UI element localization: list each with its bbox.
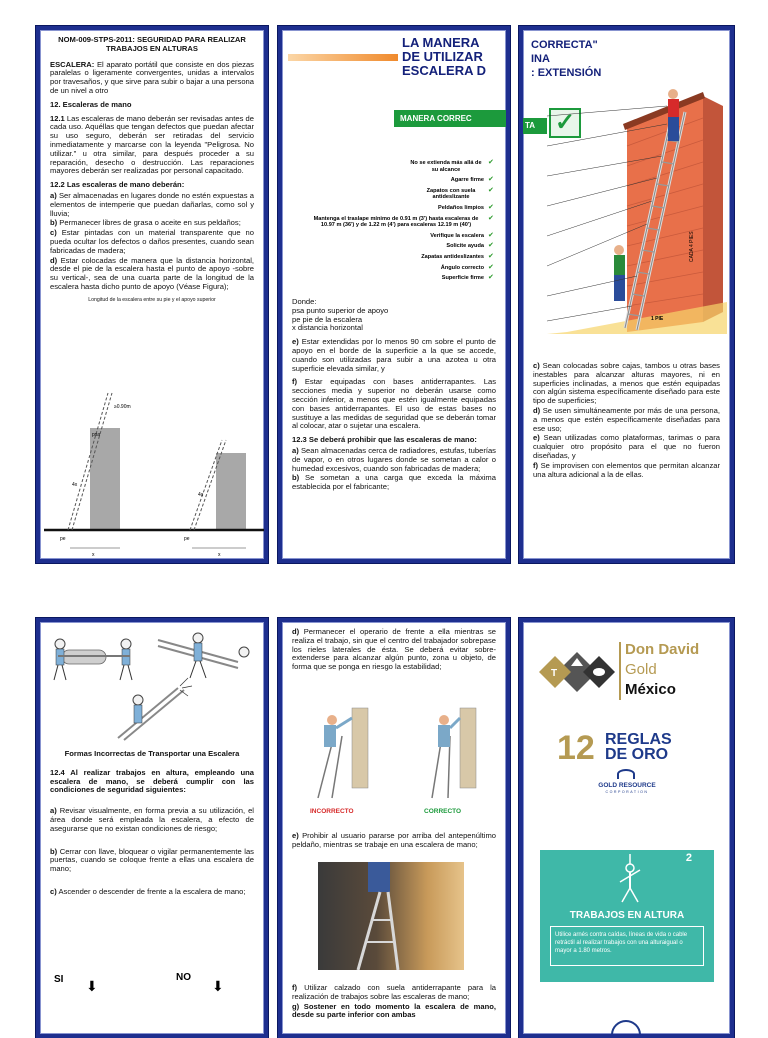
item-c [50,888,254,897]
fig-label-1-pie: 1 PIE [651,316,664,322]
svg-text:T: T [551,668,558,679]
section-12-3-heading: 12.3 Se deberá prohibir que las escaleras de mano: [292,435,477,445]
item-label: e) [292,831,299,840]
item-d [533,407,720,433]
item-b [50,219,254,228]
item-b [292,474,496,492]
item-text: Estar equipadas con bases antiderrapantes. Las secciones media y superior no deberán usarse como sección inferior, a menos que estén igualmente equipadas con bases antiderrapantes. El uso de estas bases no sustituye a las medidas de seguridad que se deberán tomar al colocar, atar o sujetar una escalera. [292,377,496,431]
legend-x: x distancia horizontal [292,323,363,333]
item-text: Estar extendidas por lo menos 90 cm sobre el punto de apoyo en el borde de la superficie a la que se accede, cuando son utilizadas para subir a una azotea u otra superficie elevada similar, y [292,337,496,373]
rule-card-text-box [550,926,704,966]
item-text: Revisar visualmente, en forma previa a su utilización, el área donde será empleada la escalera, a efecto de asegurarse que no existan condiciones de riesgo; [50,806,254,833]
item-label: f) [533,460,539,470]
incorrect-carrying-illustration [48,628,256,742]
panel-nom-009 [36,26,268,563]
fig-label-pe-right: pe [184,536,190,542]
donde-label: Donde: [292,297,317,306]
gold-resource-name: GOLD RESOURCE [598,782,656,789]
checklist-text: Ángulo correcto [440,264,484,271]
checklist-item [292,160,498,173]
item-label: f) [292,377,298,387]
gold-resource-icon [617,769,635,779]
brand-line-1: Don David [625,641,700,658]
legend-psa: psa punto superior de apoyo [292,305,389,315]
correct-banner: TA [523,118,547,134]
check-icon: ✔ [488,242,494,250]
item-label: c) [50,228,57,238]
panel-brand-cover [519,618,734,1038]
item-e [292,832,496,850]
fig-label-pe: pe [60,536,66,542]
panel-manera-correcta [278,26,510,563]
reglas-text: REGLAS [605,731,672,748]
item-text: Se sometan a una carga que exceda la máxima establecida por el fabricante; [292,473,496,492]
gold-resource-sub: CORPORATION [605,790,649,794]
item-g [292,1003,496,1021]
item-e [533,434,720,460]
checklist-item [292,233,498,240]
item-text: Sean utilizadas como plataformas, tarimas o para cualquier otro propósito para el que no fueron diseñadas, y [533,433,720,460]
ladder-distance-figure [44,388,264,560]
item-label: c) [50,886,57,896]
item-label: d) [50,255,58,265]
twelve-number: 12 [557,729,595,767]
panel-escalera-extension [519,26,734,563]
check-icon: ✔ [488,231,494,239]
check-icon: ✔ [488,274,494,282]
item-text: Estar pintadas con un material transparente que no pueda ocultar los defectos o daños presentes, cuando sean fabricadas de madera; [50,228,254,255]
brand-line-3: México [625,681,676,698]
checklist-text: No se extienda más allá de su alcance [410,160,482,173]
checkmark-icon: ✓ [549,108,581,138]
escalera-definition [50,61,254,96]
item-label: a) [50,190,57,200]
correct-label: CORRECTO [424,808,462,815]
fig-label-x-right: x [218,552,221,558]
item-text: Permanecer libres de grasa o aceite en sus peldaños; [59,218,241,228]
item-text: Utilizar calzado con suela antiderrapante para la realización de trabajos sobre las escaleras de mano; [292,983,496,1001]
incorrect-label: INCORRECTO [310,808,354,815]
fig-label-090: ≥0.90m [114,404,131,410]
rule-card-text: Utilice arnés contra caídas, líneas de vida o cable retráctil al realizar trabajos con una alturaigual o mayor a 1.80 metros. [555,932,688,954]
item-label: b) [50,846,58,856]
checklist-item [292,177,498,184]
item-label: e) [533,433,540,443]
item-c [50,229,254,255]
item-label: f) [292,983,298,992]
rule-card [540,850,714,982]
section-12-2-heading: 12.2 Las escaleras de mano deberán: [50,180,185,190]
item-text: Se usen simultáneamente por más de una persona, a menos que estén específicamente diseñadas para ese uso; [533,405,720,433]
item-text: Ser almacenadas en lugares donde no estén expuestas a elementos de intemperie que puedan dañarlas, como sol y lluvia; [50,190,254,218]
item-label: e) [292,337,299,347]
section-12-heading: 12. Escaleras de mano [50,99,132,109]
checklist-text: Mantenga el traslape mínimo de 0.91 m (3') hasta escaleras de 10.97 m (36') y de 1.22 m (4') para escaleras 12.19 m (40') [313,215,479,229]
escalera-text: El aparato portátil que consiste en dos piezas paralelas o ligeramente convergentes, unidas a intervalos por travesaños, y que sirve para subir o bajar a una persona de un nivel a otro [50,59,254,95]
item-a [50,192,254,218]
item-label: d) [533,405,541,415]
checklist-text: Verifique la escalera [430,232,484,239]
checklist-item [292,275,498,282]
item-b [50,848,254,874]
item-d [292,628,496,672]
item-text: Estar colocadas de manera que la distancia horizontal, desde el pie de la escalera hasta el punto de apoyo -sobre su vertical-, sea de una cuarta parte de la longitud de la escalera hasta dicho punto de apoyo (Véase Figura); [50,255,254,291]
checklist-text: Zapatos con suela antideslizante [426,187,476,201]
ladder-photo [318,862,464,970]
checklist-item [292,216,498,229]
panel-transporte-escalera [36,618,268,1038]
item-label: b) [292,473,300,483]
item-text: Sean almacenadas cerca de radiadores, estufas, tuberías de vapor, o en otros lugares donde se sometan a calor o humedad excesivos, cuando son fabricadas de madera; [292,445,496,473]
legend-pe: pe pie de la escalera [292,314,363,324]
item-text: Ascender o descender de frente a la escalera de mano; [58,886,246,896]
bottom-circle-icon [611,1020,641,1038]
check-icon: ✔ [488,176,494,184]
item-d [50,257,254,292]
check-icon: ✔ [488,252,494,260]
checklist-text: Zapatas antideslizantes [421,253,484,260]
title-line-3: : EXTENSIÓN [531,67,602,79]
check-icon: ✔ [488,159,494,166]
si-label: SI [54,974,64,985]
item-text: Sostener en todo momento la escalera de mano, desde su parte inferior con ambas [292,1001,496,1020]
section-12-1 [50,115,254,177]
extension-ladder-illustration [527,66,727,334]
item-f [292,984,496,1002]
item-a [292,447,496,473]
item-label: a) [50,806,57,816]
manera-correcta-banner: MANERA CORREC [394,110,506,127]
de-oro-text: DE ORO [605,746,669,763]
checklist-text: Solicite ayuda [446,243,484,250]
checklist-item [292,188,498,201]
brand-name [625,640,699,700]
fig-label-x: x [92,552,95,558]
item-label: b) [50,218,58,228]
checklist-text: Agarre firme [450,177,484,184]
checklist-item [292,254,498,261]
title-line-1: LA MANERA [402,35,480,50]
section-12-4-heading: 12.4 Al realizar trabajos en altura, empleando una escalera de mano, se deberá cumplir con las condiciones de seguridad siguientes: [50,767,254,795]
item-label: g) [292,1001,300,1011]
don-david-logo-icon [537,640,617,704]
escalera-label: ESCALERA: [50,59,95,69]
fig-label-psa: psa [92,432,101,438]
rule-card-number: 2 [685,852,692,864]
transport-caption: Formas Incorrectas de Transportar una Escalera [64,749,240,758]
title-line-3: ESCALERA D [402,63,487,78]
fig-label-cada-4-pies: CADA 4 PIES [689,231,695,262]
document-title: NOM-009-STPS-2011: SEGURIDAD PARA REALIZAR TRABAJOS EN ALTURAS [58,35,246,53]
brand-divider [619,642,621,700]
check-icon: ✔ [488,214,494,222]
reglas-de-oro [605,732,672,762]
item-e [292,338,496,373]
check-icon: ✔ [488,203,494,211]
item-text: Prohibir al usuario pararse por arriba del antepenúltimo peldaño, mientras se trabaje en una escalera de mano; [292,831,496,849]
rule-card-title: TRABAJOS EN ALTURA [569,910,685,921]
item-a [50,807,254,833]
section-12-1-text: Las escaleras de mano deberán ser revisadas antes de cada uso. Aquéllas que tengan defectos que puedan afectar su uso seguro, deberán ser retiradas del servicio inmediatamente y marcarse con la leyenda "Peligrosa. No utilizar." u otra similar, para después proceder a su reparación, desecho o destrucción. Las reparaciones mayores deberán ser realizadas por personal capacitado. [50,113,254,176]
checklist-item [292,205,498,212]
title-line-2: DE UTILIZAR [402,49,483,64]
check-icon: ✔ [488,263,494,271]
section-12-1-number: 12.1 [50,113,65,123]
item-text: Permanecer el operario de frente a ella mientras se realiza el trabajo, sin que el centro del trabajador sobrepase los rieles laterales de ésta. Se deberá evitar sobre-extenderse para alcanzar algún punto, zona u objeto, de forma que se ponga en riesgo la estabilidad; [292,627,496,672]
fig-label-4x-right: 4x [198,492,204,498]
no-label: NO [176,972,191,983]
item-label: a) [292,445,299,455]
title-line-2: INA [531,53,550,65]
figure-caption: Longitud de la escalera entre su pie y el apoyo superior [88,296,216,303]
check-icon: ✔ [488,186,494,194]
checklist-text: Superficie firme [441,275,484,282]
title-line-1: CORRECTA" [531,39,598,51]
panel-2-title [402,36,486,78]
harness-worker-icon [612,854,648,904]
checklist-text: Peldaños limpios [437,204,484,211]
item-text: Cerrar con llave, bloquear o vigilar permanentemente las puertas, cuando se coloque frente a ellas una escalera de mano; [50,846,254,874]
item-text: Sean colocadas sobre cajas, tambos u otras bases inestables para alcanzar alturas mayores, ni en superficies inclinadas, a menos que estén equipadas con algún sistema específicamente diseñado para este tipo de superficies; [533,361,720,406]
item-f [292,378,496,431]
checklist-item [292,243,498,250]
item-label: c) [533,361,540,370]
fig-label-4x: 4x [72,482,78,488]
orange-stripe [288,54,398,61]
panel-operario-frente [278,618,510,1038]
item-f [533,462,720,480]
checklist-item [292,265,498,272]
arrow-down-icon: ⬇ [86,978,98,994]
item-text: Se improvisen con elementos que permitan alcanzar una altura adicional a la de ellas. [533,460,720,479]
safety-checklist [292,160,498,286]
brand-line-2: Gold [625,661,657,678]
item-label: d) [292,627,300,636]
incorrect-correct-illustration [292,702,498,802]
arrow-down-icon: ⬇ [212,978,224,994]
item-c [533,362,720,406]
